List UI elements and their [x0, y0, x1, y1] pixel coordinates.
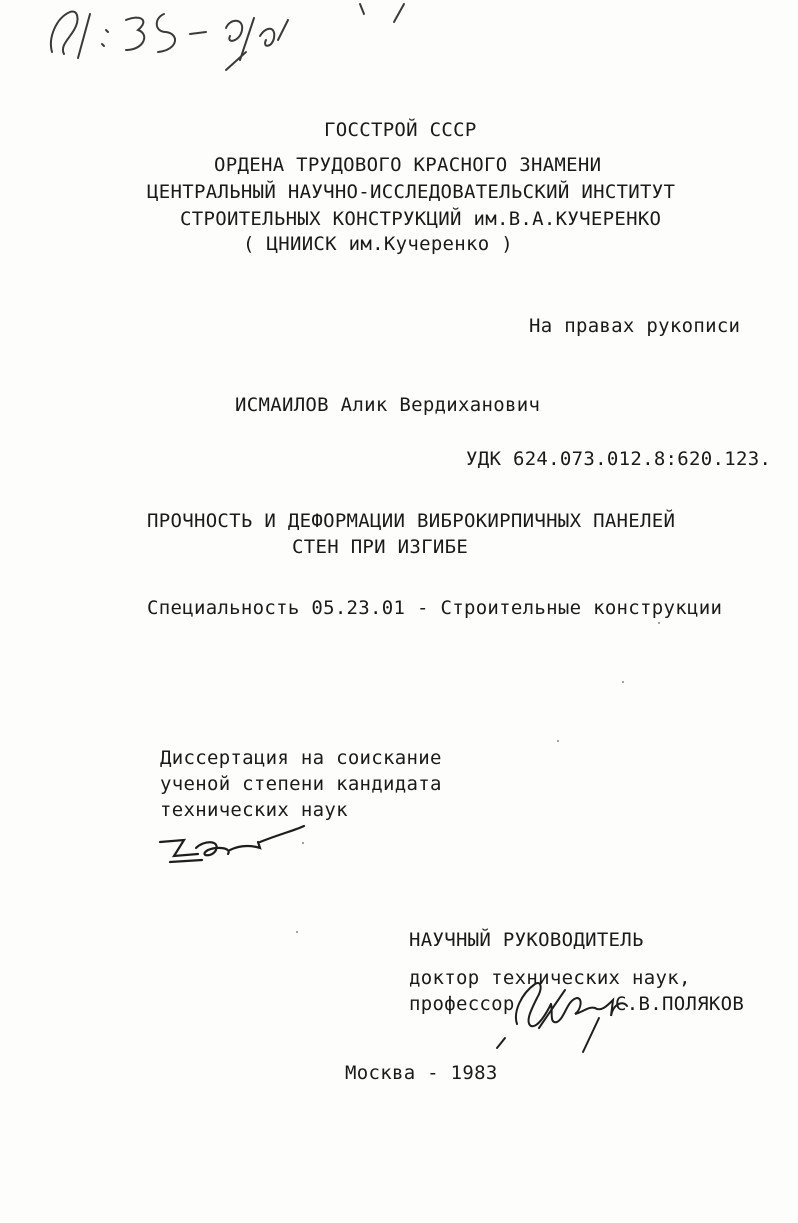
- print-speck: [302, 842, 304, 844]
- print-speck: [658, 622, 660, 624]
- handwritten-archive-note: [30, 0, 430, 90]
- order-heading: ОРДЕНА ТРУДОВОГО КРАСНОГО ЗНАМЕНИ: [214, 154, 602, 176]
- dissertation-line-1: Диссертация на соискание: [160, 747, 442, 769]
- advisor-signature: [495, 968, 645, 1058]
- udc-code: УДК 624.073.012.8:620.123.: [466, 448, 772, 470]
- print-speck: [296, 931, 298, 933]
- advisor-name: С.В.ПОЛЯКОВ: [615, 993, 745, 1015]
- title-line-2: СТЕН ПРИ ИЗГИБЕ: [292, 536, 469, 558]
- author-name: ИСМАИЛОВ Алик Вердиханович: [235, 394, 541, 416]
- institute-abbreviation: ( ЦНИИСК им.Кучеренко ): [243, 233, 513, 255]
- institute-line-1: ЦЕНТРАЛЬНЫЙ НАУЧНО-ИССЛЕДОВАТЕЛЬСКИЙ ИНСТИТУТ: [147, 181, 676, 203]
- advisor-degree: доктор технических наук,: [409, 967, 691, 989]
- place-and-year: Москва - 1983: [345, 1062, 498, 1084]
- ministry-heading: ГОССТРОЙ СССР: [324, 119, 477, 141]
- print-speck: [622, 681, 624, 683]
- print-speck: [557, 740, 559, 742]
- specialty-line: Специальность 05.23.01 - Строительные конструкции: [147, 597, 723, 619]
- dissertation-line-3: технических наук: [160, 799, 348, 821]
- institute-line-2: СТРОИТЕЛЬНЫХ КОНСТРУКЦИЙ им.В.А.КУЧЕРЕНКО: [180, 208, 662, 230]
- title-line-1: ПРОЧНОСТЬ И ДЕФОРМАЦИИ ВИБРОКИРПИЧНЫХ ПАНЕЛЕЙ: [147, 510, 676, 532]
- manuscript-note: На правах рукописи: [529, 315, 741, 337]
- advisor-heading: НАУЧНЫЙ РУКОВОДИТЕЛЬ: [409, 929, 644, 951]
- author-signature: [150, 820, 320, 870]
- dissertation-line-2: ученой степени кандидата: [160, 773, 442, 795]
- advisor-title-prefix: профессор: [409, 993, 515, 1015]
